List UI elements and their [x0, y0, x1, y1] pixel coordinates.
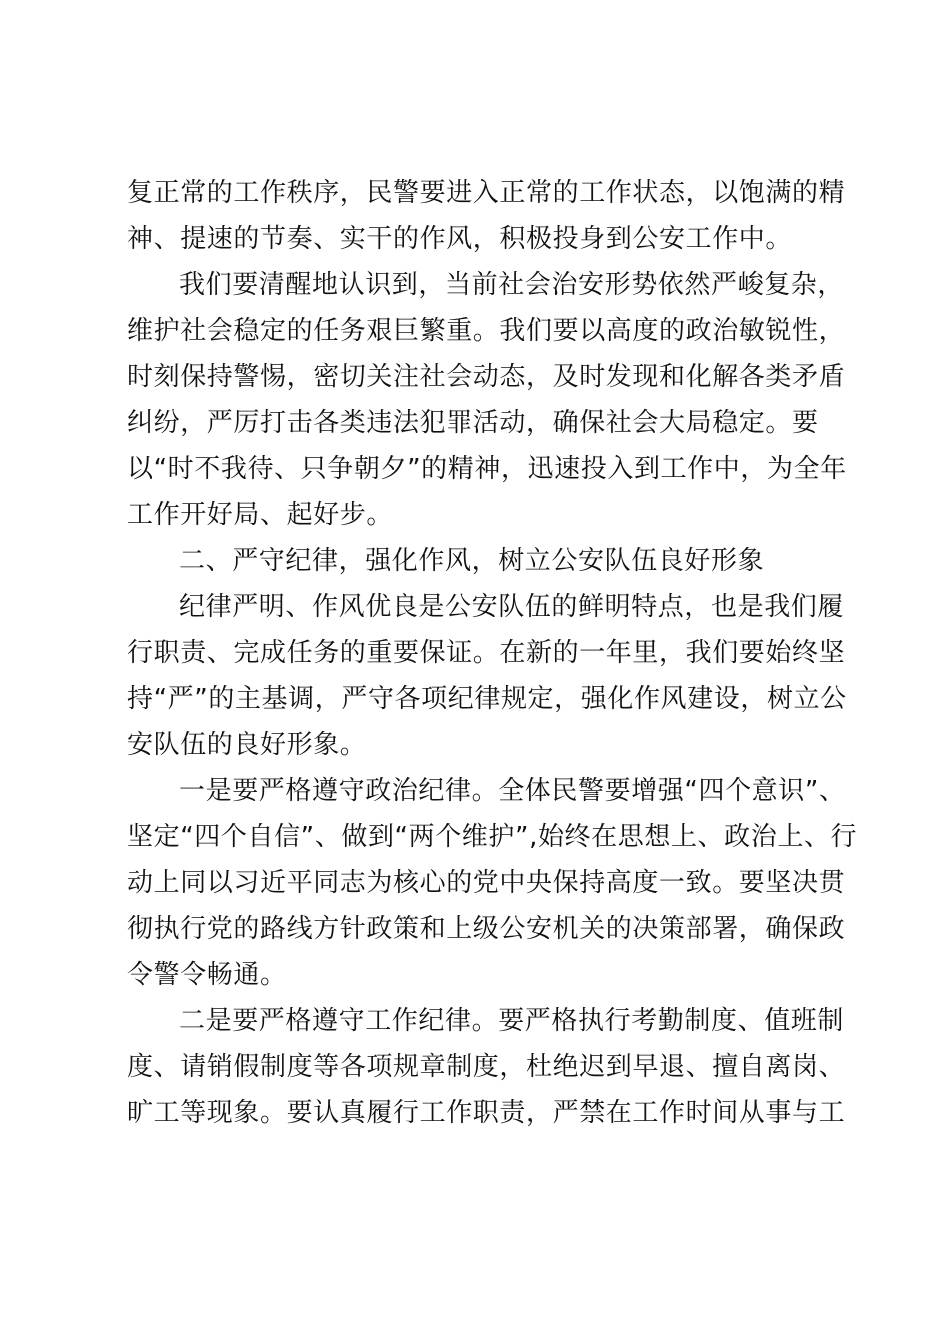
text-line: 时刻保持警惕，密切关注社会动态，及时发现和化解各类矛盾: [127, 362, 846, 392]
paragraph-first-line: 一是要严格遵守政治纪律。全体民警要增强“四个意识”、: [179, 776, 846, 806]
paragraph-first-line: 二是要严格遵守工作纪律。要严格执行考勤制度、值班制: [179, 1006, 845, 1036]
section-heading: 二、严守纪律，强化作风，树立公安队伍良好形象: [179, 546, 765, 576]
paragraph-first-line: 我们要清醒地认识到，当前社会治安形势依然严峻复杂，: [179, 270, 845, 300]
text-line: 动上同以习近平同志为核心的党中央保持高度一致。要坚决贯: [127, 868, 846, 898]
paragraph-first-line: 纪律严明、作风优良是公安队伍的鲜明特点，也是我们履: [179, 592, 845, 622]
text-line: 持“严”的主基调，严守各项纪律规定，强化作风建设，树立公: [127, 684, 847, 714]
text-line: 纠纷，严厉打击各类违法犯罪活动，确保社会大局稳定。要: [127, 408, 819, 438]
text-line: 令警令畅通。: [127, 960, 287, 990]
text-line: 以“时不我待、只争朝夕”的精神，迅速投入到工作中，为全年: [127, 454, 847, 484]
text-line: 安队伍的良好形象。: [127, 730, 367, 760]
text-line: 神、提速的节奏、实干的作风，积极投身到公安工作中。: [127, 224, 793, 254]
text-line: 行职责、完成任务的重要保证。在新的一年里，我们要始终坚: [127, 638, 846, 668]
text-line: 工作开好局、起好步。: [127, 500, 394, 530]
text-line: 旷工等现象。要认真履行工作职责，严禁在工作时间从事与工: [127, 1098, 846, 1128]
text-line: 维护社会稳定的任务艰巨繁重。我们要以高度的政治敏锐性，: [127, 316, 846, 346]
text-line: 彻执行党的路线方针政策和上级公安机关的决策部署，确保政: [127, 914, 846, 944]
text-line: 度、请销假制度等各项规章制度，杜绝迟到早退、擅自离岗、: [127, 1052, 846, 1082]
text-line: 复正常的工作秩序，民警要进入正常的工作状态，以饱满的精: [127, 178, 846, 208]
text-line: 坚定“四个自信”、做到“两个维护”,始终在思想上、政治上、行: [127, 822, 858, 852]
